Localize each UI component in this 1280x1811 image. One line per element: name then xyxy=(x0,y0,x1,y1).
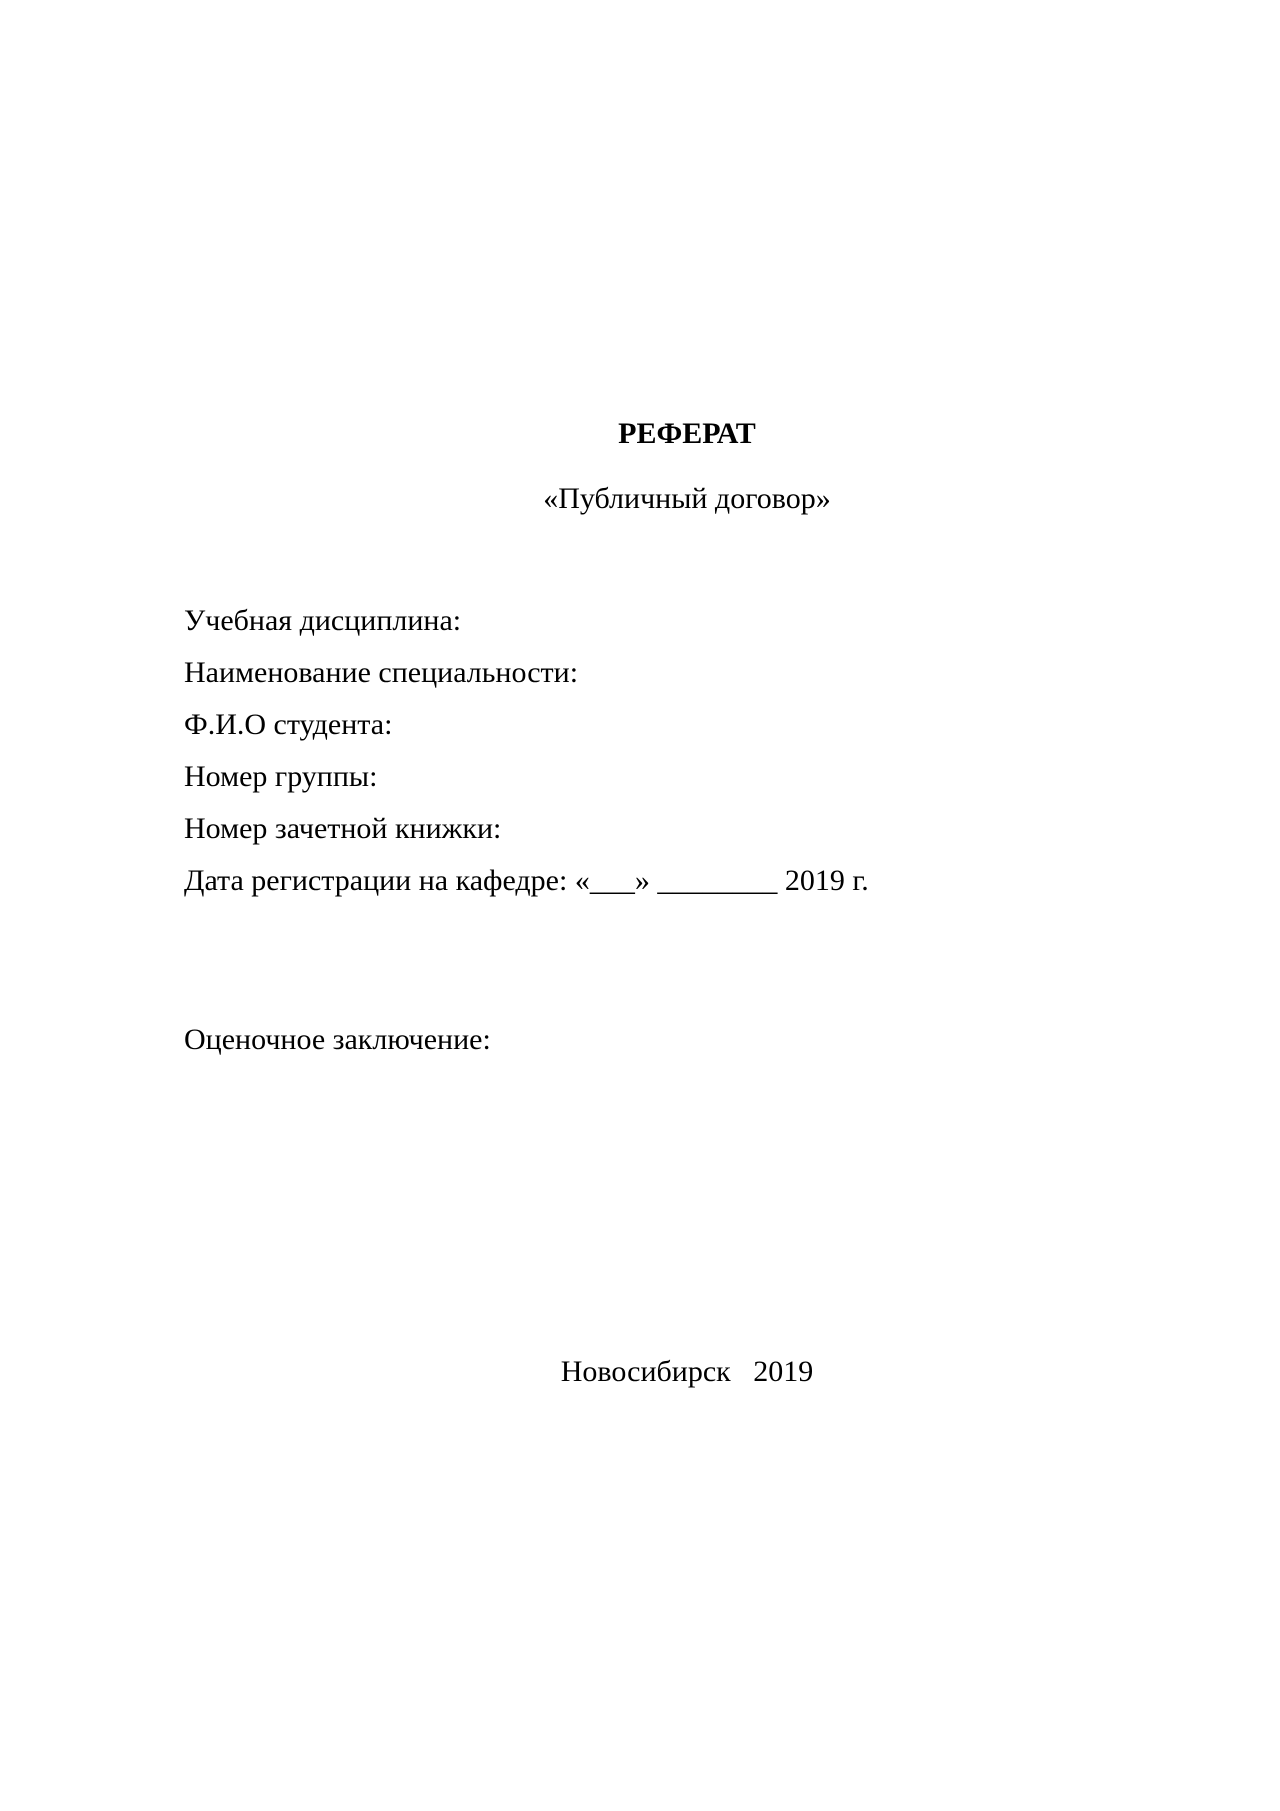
field-specialty: Наименование специальности: xyxy=(184,656,579,689)
field-discipline: Учебная дисциплина: xyxy=(184,604,462,637)
field-group-number: Номер группы: xyxy=(184,760,378,793)
student-info-fields xyxy=(184,603,1084,915)
city-year-footer: Новосибирск 2019 xyxy=(560,1355,814,1388)
field-student-name: Ф.И.О студента: xyxy=(184,708,393,741)
field-registration-date: Дата регистрации на кафедре: «___» ________ 2019 г. xyxy=(184,864,869,897)
document-title: РЕФЕРАТ xyxy=(618,417,756,450)
assessment-conclusion-label: Оценочное заключение: xyxy=(184,1023,491,1056)
document-subtitle: «Публичный договор» xyxy=(543,482,831,515)
field-record-book-number: Номер зачетной книжки: xyxy=(184,812,502,845)
